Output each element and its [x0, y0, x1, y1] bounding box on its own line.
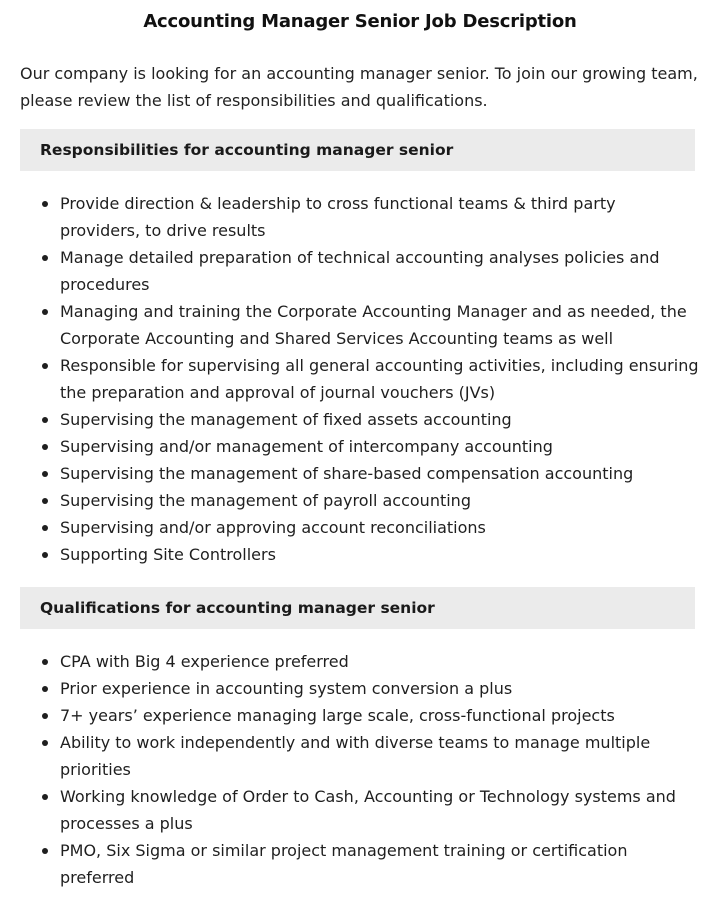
- list-item: Supervising the management of share-based compensation accounting: [20, 460, 700, 487]
- list-item: PMO, Six Sigma or similar project management training or certification preferred: [20, 837, 700, 891]
- list-item: Supervising and/or approving account reconciliations: [20, 514, 700, 541]
- list-item: Manage detailed preparation of technical accounting analyses policies and procedures: [20, 244, 700, 298]
- list-item: 7+ years’ experience managing large scale, cross-functional projects: [20, 702, 700, 729]
- list-item: Supervising the management of fixed assets accounting: [20, 406, 700, 433]
- list-item: Prior experience in accounting system conversion a plus: [20, 675, 700, 702]
- list-item: Provide direction & leadership to cross functional teams & third party providers, to drive results: [20, 190, 700, 244]
- list-item: CPA with Big 4 experience preferred: [20, 648, 700, 675]
- list-item: Supporting Site Controllers: [20, 541, 700, 568]
- responsibilities-list: [20, 190, 700, 568]
- page-title: Accounting Manager Senior Job Description: [143, 11, 577, 32]
- qualifications-list: [20, 648, 700, 891]
- list-item: Responsible for supervising all general accounting activities, including ensuring the preparation and approval of journal vouchers (JVs): [20, 352, 700, 406]
- responsibilities-heading: Responsibilities for accounting manager senior: [20, 129, 695, 171]
- list-item: Working knowledge of Order to Cash, Accounting or Technology systems and processes a plus: [20, 783, 700, 837]
- qualifications-heading: Qualifications for accounting manager senior: [20, 587, 695, 629]
- list-item: Managing and training the Corporate Accounting Manager and as needed, the Corporate Accounting and Shared Services Accounting teams as well: [20, 298, 700, 352]
- list-item: Supervising and/or management of intercompany accounting: [20, 433, 700, 460]
- list-item: Supervising the management of payroll accounting: [20, 487, 700, 514]
- list-item: Ability to work independently and with diverse teams to manage multiple priorities: [20, 729, 700, 783]
- intro-paragraph: Our company is looking for an accounting manager senior. To join our growing team, please review the list of responsibilities and qualifications.: [20, 64, 698, 110]
